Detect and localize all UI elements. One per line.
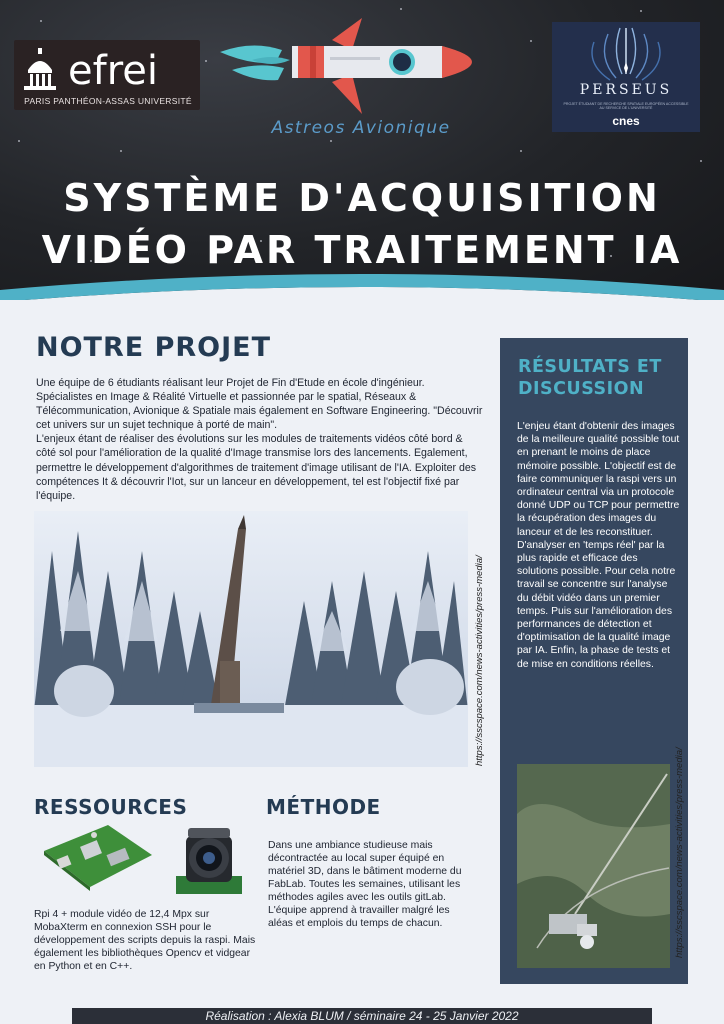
results-heading: RÉSULTATS ET DISCUSSION (518, 357, 662, 399)
ressources-body: Rpi 4 + module vidéo de 12,4 Mpx sur MobaXterm en connexion SSH pour le développement des scripts depuis la raspi. Mais également les bibliothèques Opencv et vidgear en Python et en C++. (34, 909, 256, 972)
rocket-icon (212, 10, 512, 120)
aerial-launch-photo (517, 764, 670, 968)
cnes-wordmark: cnes (612, 114, 640, 128)
raspberry-pi-image (38, 821, 156, 891)
poster-header (0, 0, 724, 300)
projet-paragraph-2: L'enjeux étant de réaliser des évolutions sur les modules de traitements vidéos côté bord & côté sol pour l'amélioration de la qualité d'Image transmise lors des lancements. Egalement, permettre le développement d'algorithmes de traitement d'image utilisant de l'IA. Exploiter des compétences It & découvrir l'Iot, sur un lanceur en développement, tel est l'objectif fixé par l'équipe. (36, 433, 477, 502)
camera-module-image (168, 822, 248, 898)
perseus-emblem-icon (552, 22, 700, 86)
mission-name: Astreos Avionique (271, 118, 451, 138)
projet-heading: NOTRE PROJET (36, 332, 272, 363)
poster-title-line-1: SYSTÈME D'ACQUISITION (63, 176, 661, 220)
header-wave-divider (0, 262, 724, 300)
pantheon-dome-icon (20, 48, 60, 94)
poster-title (20, 172, 704, 276)
efrei-logo (14, 40, 200, 110)
projet-paragraph-1: Une équipe de 6 étudiants réalisant leur Projet de Fin d'Etude en école d'ingénieur. Spécialistes en Image & Réalité Virtuelle et passionnée par le spatial, Réseaux & Télécommunication, Avionique & Spatiale mais également en Software Engineering. "Découvrir cet univers sur un sujet technique à porté de main". (36, 377, 483, 432)
perseus-logo (552, 22, 700, 132)
footer-credit: Réalisation : Alexia BLUM / séminaire 24 - 25 Janvier 2022 (72, 1008, 652, 1024)
projet-body (36, 376, 484, 503)
poster-title-line-2: VIDÉO PAR TRAITEMENT IA (41, 228, 683, 272)
results-body: L'enjeu étant d'obtenir des images de la meilleure qualité possible tout en prenant le moins de place mémoire possible. L'objectif est de faire communiquer la raspi vers un ordinateur central via un protocole donné UDP ou TCP pour permettre la récupération des images du lanceur et de les reconstituer. D'analyser en 'temps réel' par la plus rapide et efficace des solutions possible. Pour cela notre travail se concentre sur l'analyse du débit vidéo dans un premier temps. Puis sur l'amélioration des performances de détection et d'optimisation de la qualité image par IA. Enfin, la phase de tests et de mise en conditions réelles. (517, 421, 680, 670)
efrei-subtitle: PARIS PANTHÉON-ASSAS UNIVERSITÉ (24, 96, 192, 106)
perseus-tagline: PROJET ÉTUDIANT DE RECHERCHE SPATIALE EUROPÉEN ACCESSIBLE AU SERVICE DE L'UNIVERSITÉ (563, 102, 689, 110)
efrei-wordmark: efrei (68, 48, 158, 94)
methode-body: Dans une ambiance studieuse mais décontractée au local super équipé en matériel 3D, dans le bâtiment moderne du FabLab. Toutes les semaines, utilisant les méthodes agiles avec les outils gitLab. L'équipe apprend à travailler malgré les aléas et emplois du temps de chacun. (268, 840, 462, 929)
ressources-heading: RESSOURCES (34, 795, 188, 819)
launch-site-photo (34, 511, 468, 767)
methode-heading: MÉTHODE (266, 795, 381, 819)
launch-photo-credit: https://sscspace.com/news-activities/press-media/ (474, 555, 485, 766)
aerial-photo-credit: https://sscspace.com/news-activities/press-media/ (674, 747, 685, 958)
perseus-wordmark: PERSEUS (579, 82, 673, 98)
rocket-illustration (212, 10, 512, 120)
